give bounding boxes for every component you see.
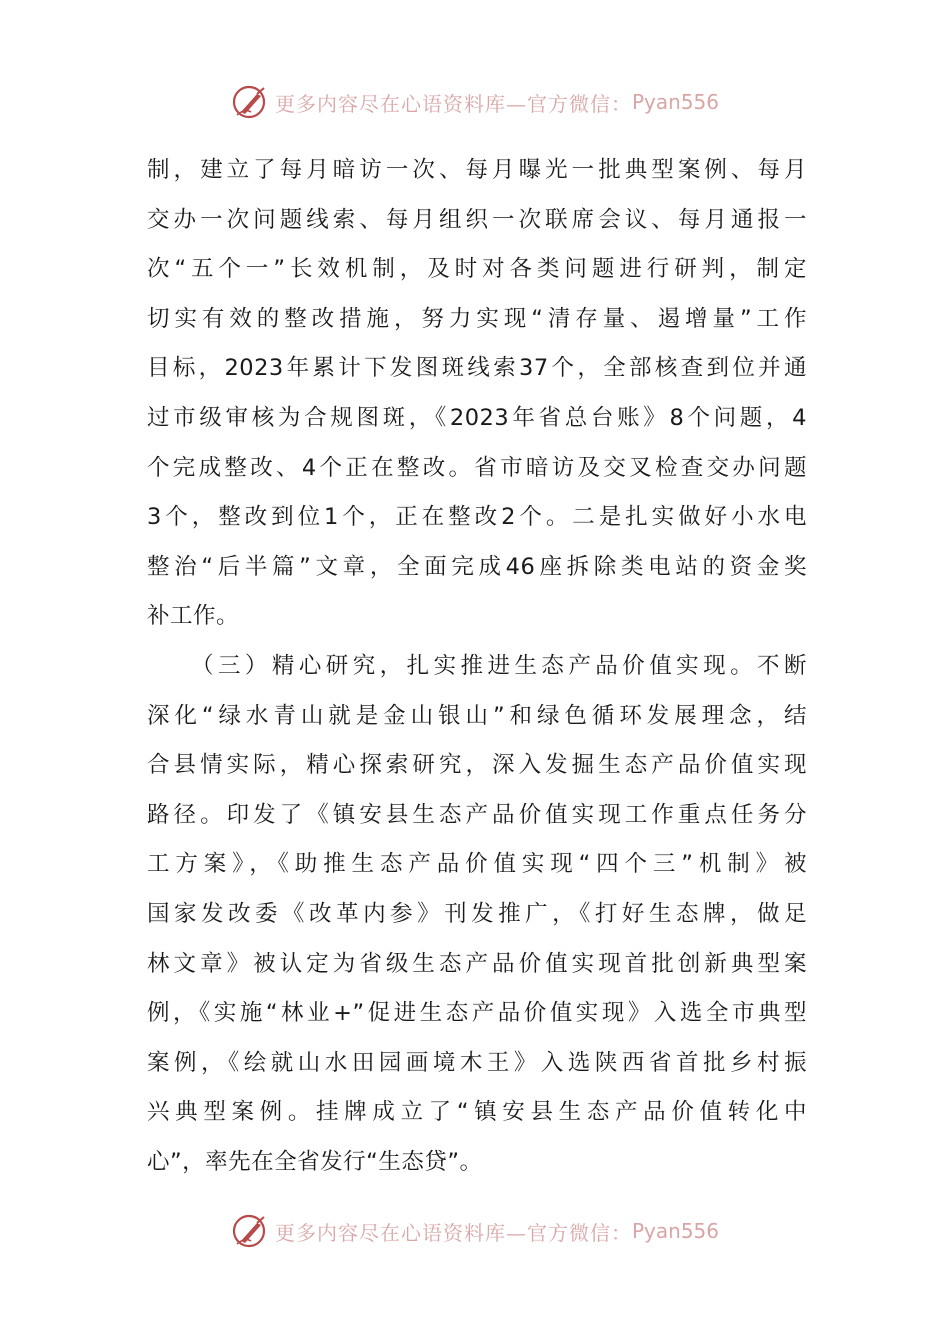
pen-logo-icon [231, 1211, 271, 1251]
text-line: 补工作。 [147, 603, 240, 630]
text-line: 目标，2023年累计下发图斑线索37个，全部核查到位并通 [147, 355, 807, 382]
text-line: 合县情实际，精心探索研究，深入发掘生态产品价值实现 [147, 752, 807, 779]
text-line: 工方案》，《助推生态产品价值实现“四个三”机制》被 [147, 851, 807, 878]
text-line: 国家发改委《改革内参》刊发推广，《打好生态牌，做足 [147, 900, 807, 927]
text-line: 制，建立了每月暗访一次、每月曝光一批典型案例、每月 [147, 157, 807, 183]
watermark-text: 更多内容尽在心语资料库—官方微信： [274, 91, 632, 116]
text-line: 次“五个一”长效机制，及时对各类问题进行研判，制定 [147, 256, 807, 283]
text-line: 例，《实施“林业+”促进生态产品价值实现》入选全市典型 [147, 1000, 807, 1027]
text-line: 交办一次问题线索、每月组织一次联席会议、每月通报一 [147, 206, 807, 233]
document-body [147, 146, 807, 1187]
text-line: 过市级审核为合规图斑，《2023年省总台账》8个问题，4 [147, 404, 807, 431]
text-line: 整治“后半篇”文章，全面完成46座拆除类电站的资金奖 [147, 553, 807, 580]
text-line: 案例，《绘就山水田园画境木王》入选陕西省首批乡村振 [147, 1049, 807, 1076]
text-line: 切实有效的整改措施，努力实现“清存量、遏增量”工作 [147, 305, 807, 332]
text-line: 路径。印发了《镇安县生态产品价值实现工作重点任务分 [147, 801, 807, 828]
text-line: 个完成整改、4个正在整改。省市暗访及交叉检查交办问题 [147, 454, 807, 481]
text-line: 心”，率先在全省发行“生态贷”。 [147, 1148, 483, 1175]
watermark-text: 更多内容尽在心语资料库—官方微信： [274, 1220, 632, 1245]
text-line: 3个，整改到位1个，正在整改2个。二是扎实做好小水电 [147, 504, 807, 531]
text-line: 林文章》被认定为省级生态产品价值实现首批创新典型案 [147, 950, 807, 977]
header-watermark [0, 82, 950, 122]
pen-logo-icon [231, 82, 271, 122]
watermark-handle: Pyan556 [631, 90, 719, 114]
text-line: 兴典型案例。挂牌成立了“镇安县生态产品价值转化中 [147, 1099, 807, 1126]
footer-watermark [0, 1211, 950, 1251]
section-heading-line: （三）精心研究，扎实推进生态产品价值实现。不断 [191, 652, 807, 679]
text-line: 深化“绿水青山就是金山银山”和绿色循环发展理念，结 [147, 702, 807, 729]
watermark-handle: Pyan556 [631, 1219, 719, 1243]
